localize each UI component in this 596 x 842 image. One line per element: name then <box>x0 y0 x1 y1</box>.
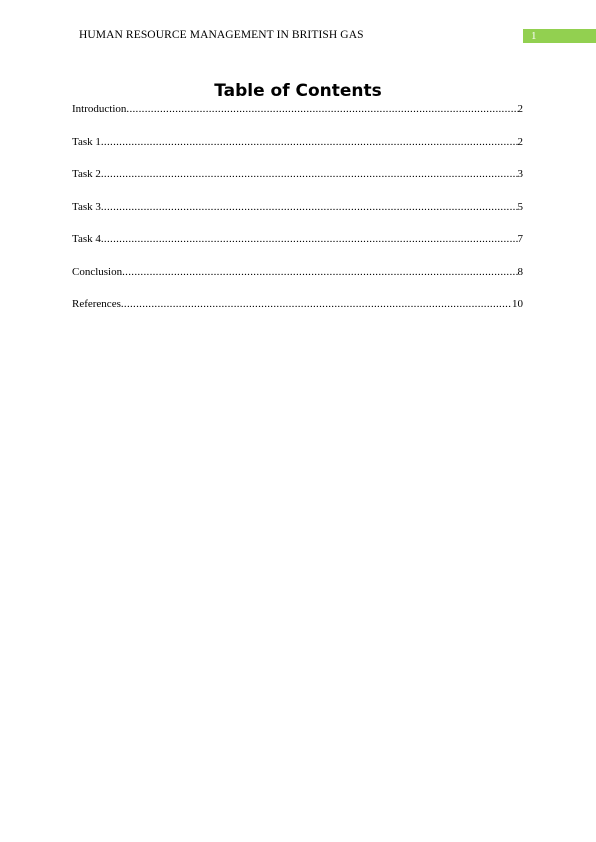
toc-entry-page: 3 <box>517 168 523 180</box>
toc-entry-page: 5 <box>517 200 523 213</box>
toc-heading: Table of Contents <box>214 81 382 101</box>
page-number-badge <box>523 29 596 43</box>
toc-entry-label: Introduction <box>72 103 127 115</box>
toc-entry-label: Task 1 <box>72 135 101 148</box>
toc-entry-introduction[interactable] <box>72 103 523 136</box>
toc-entry-page: 2 <box>517 135 523 148</box>
dot-leader <box>101 233 518 245</box>
toc-entry-label: Task 3 <box>72 200 101 213</box>
toc-entry-references[interactable] <box>72 298 523 331</box>
toc-entry-page: 7 <box>517 233 523 245</box>
dot-leader <box>122 266 517 278</box>
toc-entry-page: 8 <box>517 265 523 278</box>
toc-entry-label: Conclusion <box>72 265 123 278</box>
dot-leader <box>121 298 512 310</box>
toc-entry-page: 2 <box>517 103 523 115</box>
dot-leader <box>101 136 518 148</box>
toc-entry-task-1[interactable] <box>72 136 523 169</box>
toc-list <box>72 103 523 331</box>
toc-entry-task-4[interactable] <box>72 233 523 266</box>
dot-leader <box>101 168 518 180</box>
toc-entry-task-3[interactable] <box>72 201 523 234</box>
toc-entry-page: 10 <box>512 298 523 310</box>
page-number: 1 <box>531 30 537 42</box>
toc-entry-label: Task 2 <box>72 168 101 180</box>
toc-entry-conclusion[interactable] <box>72 266 523 299</box>
dot-leader <box>101 201 518 213</box>
toc-entry-label: Task 4 <box>72 233 101 245</box>
dot-leader <box>126 103 517 115</box>
toc-entry-label: References <box>72 298 121 310</box>
toc-entry-task-2[interactable] <box>72 168 523 201</box>
running-header-title: HUMAN RESOURCE MANAGEMENT IN BRITISH GAS <box>79 29 364 41</box>
